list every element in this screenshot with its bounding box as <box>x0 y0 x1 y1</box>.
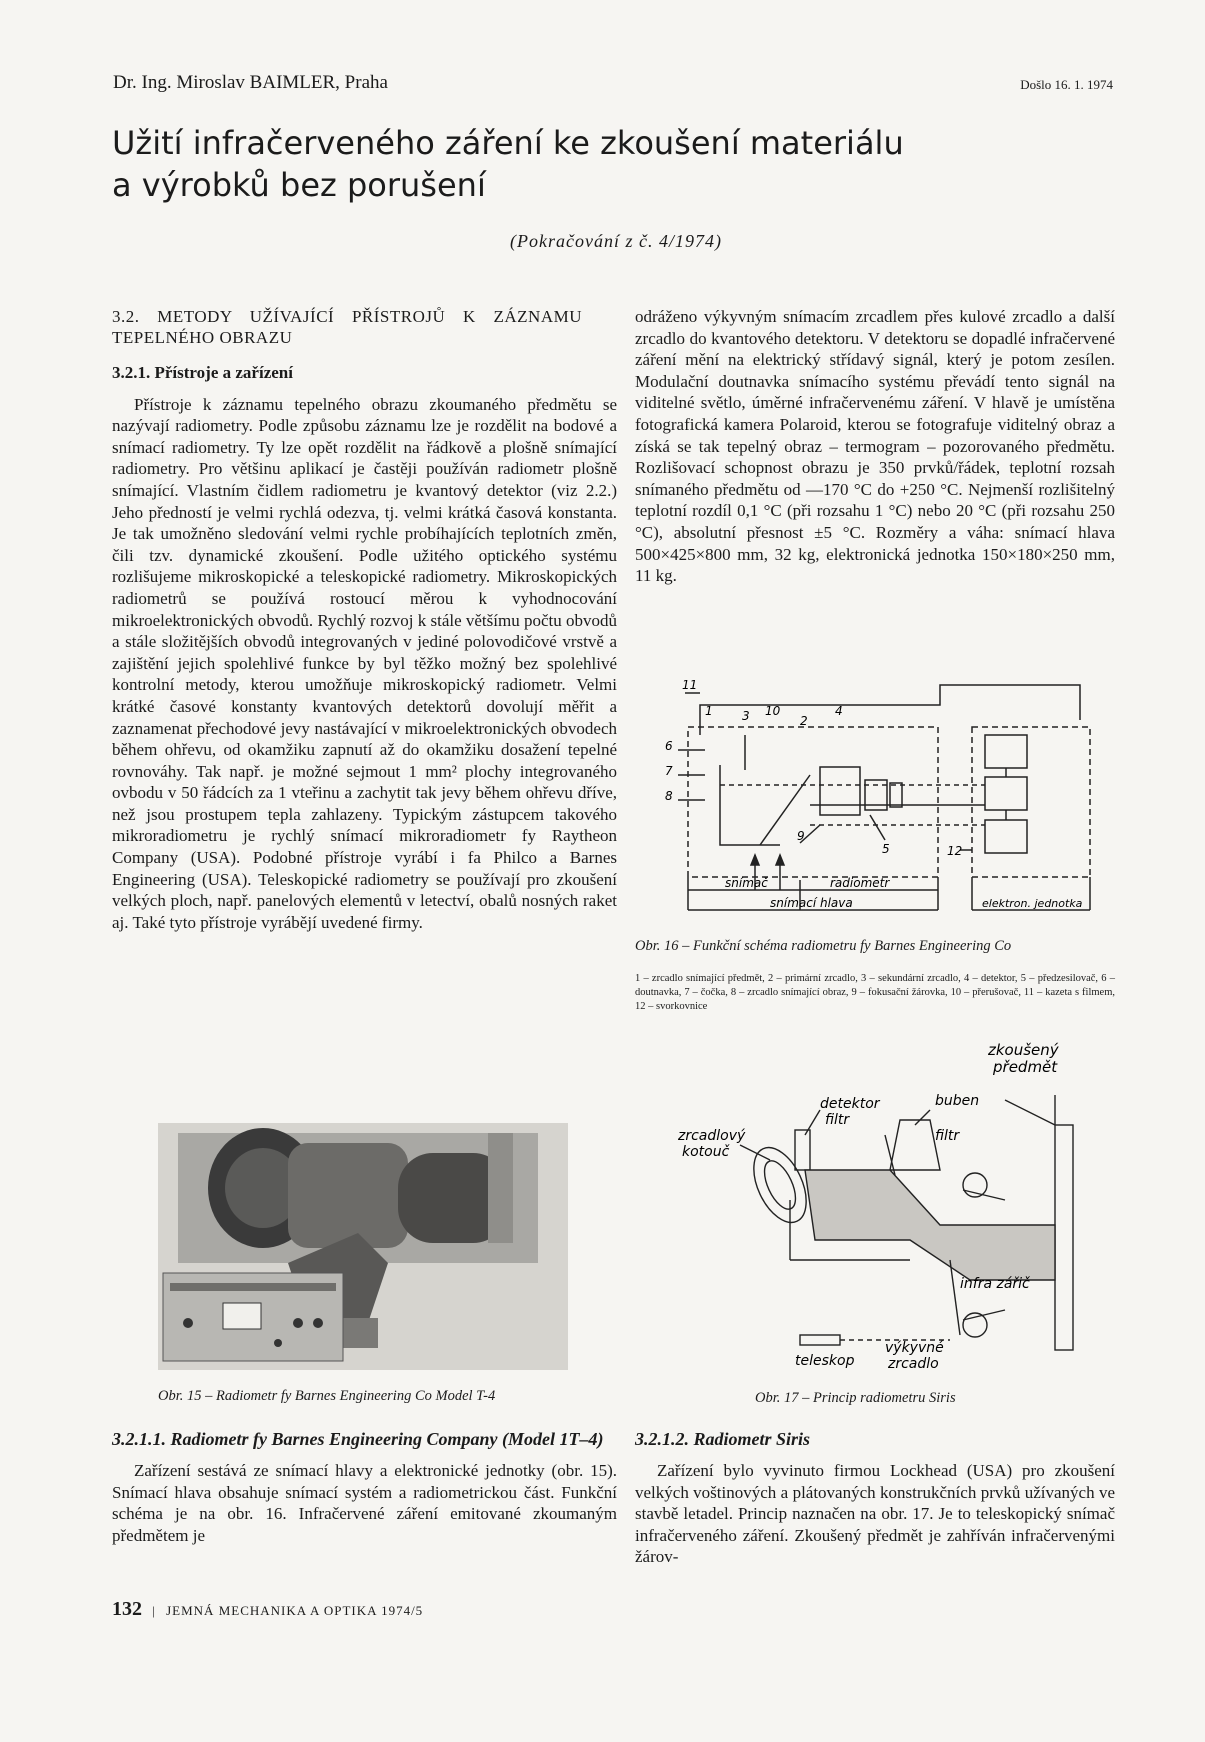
fig16-legend: 1 – zrcadlo snímající předmět, 2 – primární zrcadlo, 3 – sekundární zrcadlo, 4 – detektor, 5 – předzesilovač, 6 – doutnavka, 7 – čočka, 8 – zrcadlo snímající obraz, 9 – fokusační žárovka, 10 – přerušovač, 11 – kazeta s filmem, 12 – svorkovnice <box>635 973 1115 1012</box>
fig17-label-buben: buben <box>935 1093 980 1109</box>
left-column-bottom <box>112 1428 617 1546</box>
fig16-label-elektron-jednotka: elektron. jednotka <box>982 897 1083 910</box>
paragraph-3: Zařízení bylo vyvinuto firmou Lockhead (USA) pro zkoušení velkých voštinových a plátovaných konstrukčních prvků užívaných ve stavbě letadel. Princip naznačen na obr. 17. Je to teleskopický snímač infračerveného záření. Zkoušený předmět je zahříván infračervenými žárov- <box>635 1461 1115 1567</box>
section-heading: 3.2. METODY UŽÍVAJÍCÍ PŘÍSTROJŮ K ZÁZNAMU TEPELNÉHO OBRAZU <box>112 307 582 347</box>
page-footer: 132 | JEMNÁ MECHANIKA A OPTIKA 1974/5 <box>112 1598 424 1620</box>
fig16-label-7: 7 <box>665 764 673 778</box>
fig17-schematic <box>660 1040 1100 1375</box>
sub-heading-3211: 3.2.1.1. Radiometr fy Barnes Engineering Company (Model 1T–4) <box>112 1429 604 1449</box>
article-title <box>112 122 1012 206</box>
fig17-label-filtr-1: filtr <box>825 1112 850 1128</box>
title-line-1: Užití infračerveného záření ke zkoušení materiálu <box>112 124 904 162</box>
fig16-label-10: 10 <box>765 704 781 718</box>
left-column-top <box>112 306 617 933</box>
page-number: 132 <box>112 1598 142 1620</box>
title-line-2: a výrobků bez porušení <box>112 166 486 204</box>
fig16-label-9: 9 <box>797 829 805 843</box>
fig17-label-vykyvne: výkyvné <box>885 1340 944 1356</box>
fig16-caption: Obr. 16 – Funkční schéma radiometru fy Barnes Engineering Co <box>635 938 1012 954</box>
subsection-heading: 3.2.1. Přístroje a zařízení <box>112 363 293 382</box>
received-date: Došlo 16. 1. 1974 <box>1020 77 1113 92</box>
author: Dr. Ing. Miroslav BAIMLER, Praha <box>113 72 388 93</box>
right-column-top <box>635 306 1115 587</box>
fig16-label-3: 3 <box>742 709 750 723</box>
fig17-label-zkouseny: zkoušený <box>988 1041 1059 1059</box>
radiometer-photo-image <box>158 1123 568 1370</box>
fig17-label-teleskop: teleskop <box>795 1353 855 1369</box>
fig16-label-5: 5 <box>882 842 890 856</box>
fig17-label-filtr-2: filtr <box>935 1128 960 1144</box>
continuation-note: (Pokračování z č. 4/1974) <box>510 231 722 251</box>
fig16-label-snimac: snímač <box>725 876 768 890</box>
fig16-label-8: 8 <box>665 789 673 803</box>
fig16-label-2: 2 <box>800 714 808 728</box>
fig16-label-4: 4 <box>835 704 843 718</box>
right-column-bottom <box>635 1428 1115 1568</box>
fig17-label-infra-zaric: infra zářič <box>960 1276 1030 1292</box>
fig17-label-kotouc: kotouč <box>682 1144 730 1160</box>
paragraph-2: Zařízení sestává ze snímací hlavy a elektronické jednotky (obr. 15). Snímací hlava obsahuje snímací systém a radiometrickou část. Funkční schéma je na obr. 16. Infračervené záření emitované zkoumaným předmětem je <box>112 1461 617 1545</box>
fig17-label-detektor: detektor <box>820 1096 880 1112</box>
paragraph-continuation: odráženo výkyvným snímacím zrcadlem přes kulové zrcadlo a další zrcadlo do kvantového detektoru. V detektoru se dopadlé infračervené záření mění na elektrický střídavý signál, který je potom zesílen. Modulační doutnavka snímacího systému převádí tento signál na viditelné světlo, úměrné infračervenému záření. V hlavě je umístěna fotografická kamera Polaroid, kterou se fotografuje viditelný obraz a získá se tak tepelný obraz – termogram – pozorovaného předmětu. Rozlišovací schopnost obrazu je 350 prvků/řádek, teplotní rozsah snímaného předmětu od —170 °C do +250 °C. Nejmenší rozlišitelný teplotní rozdíl 0,1 °C (při rozsahu 1 °C) nebo 20 °C (při rozsahu 250 °C), absolutní přesnost ±5 °C. Rozměry a váha: snímací hlava 500×425×800 mm, 32 kg, elektronická jednotka 150×180×250 mm, 11 kg. <box>635 307 1115 586</box>
fig15-caption: Obr. 15 – Radiometr fy Barnes Engineering Co Model T-4 <box>158 1388 496 1404</box>
fig17-label-zrcadlo: zrcadlo <box>888 1356 939 1372</box>
fig16-schematic <box>660 675 1100 930</box>
fig16-label-radiometr: radiometr <box>830 876 890 890</box>
fig16-label-snimaci-hlava: snímací hlava <box>770 896 853 910</box>
fig17-caption: Obr. 17 – Princip radiometru Siris <box>755 1390 956 1406</box>
fig17-label-predmet: předmět <box>993 1058 1058 1076</box>
sub-heading-3212: 3.2.1.2. Radiometr Siris <box>635 1429 811 1449</box>
fig16-label-12: 12 <box>947 844 963 858</box>
journal-name: JEMNÁ MECHANIKA A OPTIKA 1974/5 <box>166 1603 424 1618</box>
paragraph-1: Přístroje k záznamu tepelného obrazu zkoumaného předmětu se nazývají radiometry. Podle způsobu záznamu lze je rozdělit na bodové a snímací radiometry. Ty lze opět rozdělit na řádkově a plošně snímající radiometry. Pro většinu aplikací je častěji používán radiometr plošně snímající. Vlastním čidlem radiometru je kvantový detektor (viz 2.2.) Jeho předností je velmi rychlá odezva, tj. velmi krátká časová konstanta. Je tak umožněno sledování velmi rychle probíhajících teplotních změn, čili tzv. dynamické zkoušení. Podle užitého optického systému rozlišujeme mikroskopické a teleskopické radiometry. Mikroskopických radiometrů se používá rostoucí měrou k vyhodnocování mikroelektronických obvodů. Rychlý rozvoj k stále většímu počtu obvodů a stále složitějších obvodů integrovaných v jediné polovodičové vrstvě a zajištění jejich spolehlivé funkce by byl těžko možný bez spolehlivé kontrolní metody, kterou umožňuje mikroskopický radiometr. Velmi krátké časové konstanty kvantových detektorů dovolují měřit a zaznamenat přechodové jevy nastávající v mikroelektronických obvodech během ohřevu, od okamžiku zapnutí až do okamžiku dosažení tepelné rovnováhy. Tak např. je možné sejmout 1 mm² plochy integrovaného ovbodu v 50 řádcích za 1 vteřinu a zachytit tak jevy během ohřevu dříve, než jsou prostupem tepla zahlazeny. Typickým zástupcem takového mikroradiometru je rychlý snímací mikroradiometr fy Raytheon Company (USA). Podobné přístroje vyrábí i fa Philco a Barnes Engineering (USA). Teleskopické radiometry se používají pro zkoušení velkých ploch, např. panelových elementů v letectví, obalů nosných raket aj. Také tyto přístroje vyrábějí uvedené firmy. <box>112 394 617 932</box>
fig15-photo <box>158 1123 568 1370</box>
fig16-label-6: 6 <box>665 739 673 753</box>
fig16-label-11: 11 <box>682 678 698 692</box>
fig16-label-1: 1 <box>705 704 713 718</box>
fig17-label-zrcadlovy: zrcadlový <box>678 1128 746 1144</box>
